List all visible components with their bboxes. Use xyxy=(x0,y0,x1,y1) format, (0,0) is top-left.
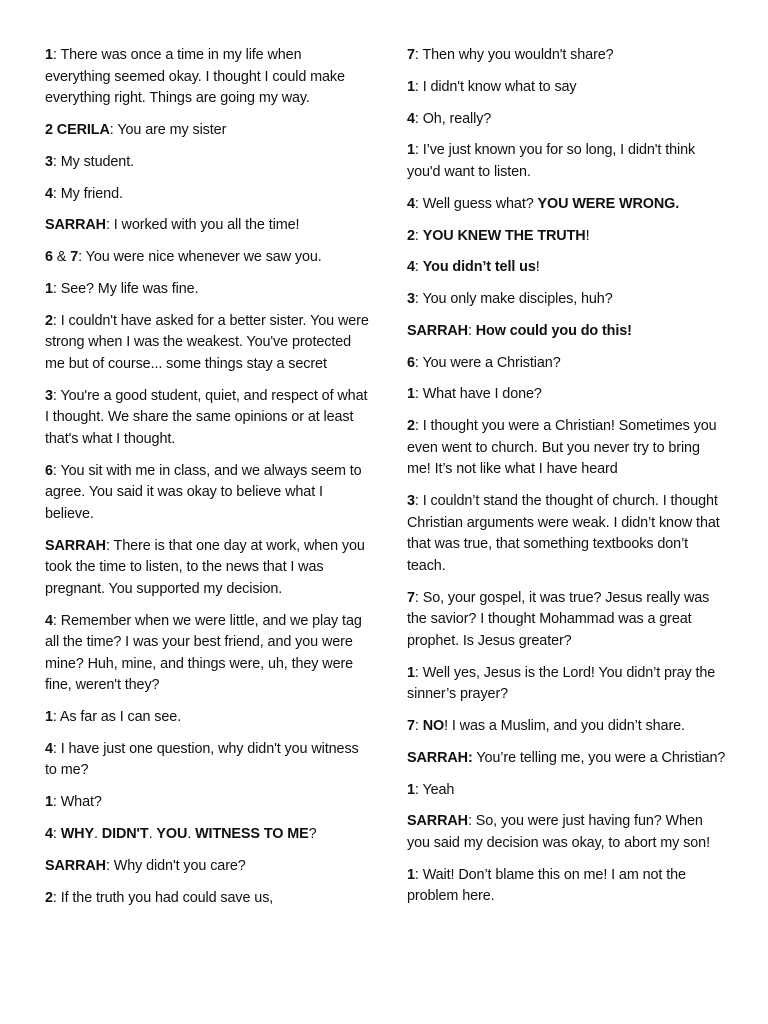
bold-text: YOU WERE WRONG. xyxy=(537,195,680,212)
bold-text: 3 xyxy=(407,493,415,510)
bold-text: 1 xyxy=(45,47,53,63)
text: : See? My life was fine. xyxy=(52,280,199,297)
text: . xyxy=(187,826,196,843)
dialogue-line xyxy=(407,811,727,854)
text: . xyxy=(148,826,157,843)
bold-text: SARRAH xyxy=(45,217,106,234)
dialogue-line xyxy=(45,279,370,301)
dialogue-line xyxy=(407,140,727,183)
dialogue-line xyxy=(407,663,727,706)
dialogue-line xyxy=(45,120,370,142)
bold-text: 1 xyxy=(45,794,53,811)
dialogue-line xyxy=(45,152,370,174)
bold-text: NO xyxy=(422,718,445,735)
bold-text: 2 xyxy=(407,418,415,435)
dialogue-line xyxy=(45,45,370,110)
bold-text: 1 xyxy=(407,142,415,159)
dialogue-line xyxy=(45,707,370,729)
bold-text: YOU KNEW THE TRUTH xyxy=(422,227,586,244)
bold-text: DIDN'T xyxy=(101,826,149,843)
dialogue-line xyxy=(45,888,370,910)
bold-text: 4 xyxy=(45,740,53,757)
bold-text: 6 xyxy=(45,462,53,479)
text: : If the truth you had could save us, xyxy=(52,889,274,906)
dialogue-line xyxy=(407,353,727,375)
bold-text: 2 xyxy=(45,312,53,329)
dialogue-line xyxy=(45,792,370,814)
text: : I couldn’t stand the thought of church. I thought Christian arguments were weak. I didn’t know that that was true, that something textbooks don’t teach. xyxy=(407,493,720,574)
text: : What have I done? xyxy=(414,386,542,403)
text: : I worked with you all the time! xyxy=(105,217,300,234)
dialogue-line xyxy=(407,491,727,577)
text: : My friend. xyxy=(52,185,123,202)
bold-text: 2 CERILA xyxy=(45,121,110,138)
dialogue-line xyxy=(407,321,727,343)
text: : xyxy=(414,718,423,735)
text: : I couldn't have asked for a better sister. You were strong when I was the weakest. You've protected me but of course... some things stay a secret xyxy=(45,312,369,372)
bold-text: WITNESS TO ME xyxy=(195,826,309,843)
text: : My student. xyxy=(52,153,134,170)
bold-text: YOU xyxy=(156,826,188,843)
bold-text: 4 xyxy=(407,195,415,212)
bold-text: 2 xyxy=(407,227,415,244)
bold-text: SARRAH xyxy=(407,322,468,339)
text: : Remember when we were little, and we play tag all the time? I was your best friend, and you were mine? Huh, mine, and things were, uh, they were fine, weren't they? xyxy=(45,612,362,694)
bold-text: 4 xyxy=(45,612,53,629)
bold-text: WHY xyxy=(60,826,94,843)
bold-text: 1 xyxy=(407,866,415,883)
text: : As far as I can see. xyxy=(52,709,182,726)
dialogue-line xyxy=(407,748,727,770)
text: You’re telling me, you were a Christian? xyxy=(472,749,726,766)
bold-text: SARRAH xyxy=(45,537,106,554)
bold-text: 1 xyxy=(45,280,53,297)
text: ! xyxy=(585,227,590,244)
bold-text: 4 xyxy=(45,826,53,843)
dialogue-line xyxy=(407,588,727,653)
bold-text: 1 xyxy=(407,78,415,95)
bold-text: SARRAH: xyxy=(407,749,473,766)
dialogue-line xyxy=(407,289,727,311)
text: : Wait! Don’t blame this on me! I am not the problem here. xyxy=(407,866,686,905)
dialogue-line xyxy=(407,194,727,216)
bold-text: 4 xyxy=(407,110,415,127)
bold-text: How could you do this! xyxy=(475,322,632,339)
text: : Oh, really? xyxy=(414,110,492,127)
text: : You're a good student, quiet, and respect of what I thought. We share the same opinions or at least that's what I thought. xyxy=(45,387,368,447)
text: : You are my sister xyxy=(109,121,227,138)
text: : You sit with me in class, and we always seem to agree. You said it was okay to believe what I believe. xyxy=(45,462,362,522)
bold-text: SARRAH xyxy=(45,857,106,874)
text: : Then why you wouldn't share? xyxy=(414,47,614,63)
text: ! I was a Muslim, and you didn’t share. xyxy=(444,718,685,735)
text: : So, your gospel, it was true? Jesus really was the savior? I thought Mohammad was a great prophet. Is Jesus greater? xyxy=(407,589,710,649)
text: : There was once a time in my life when everything seemed okay. I thought I could make everything right. Things are going my way. xyxy=(45,47,345,107)
dialogue-line xyxy=(407,865,727,908)
dialogue-line xyxy=(407,780,727,802)
text: : Why didn't you care? xyxy=(105,857,246,874)
bold-text: 7 xyxy=(70,249,79,266)
dialogue-line xyxy=(407,716,727,738)
text: : I didn't know what to say xyxy=(414,78,577,95)
dialogue-line xyxy=(407,226,727,248)
bold-text: 7 xyxy=(407,589,415,606)
dialogue-line xyxy=(45,536,370,601)
bold-text: 6 xyxy=(407,354,415,371)
dialogue-line xyxy=(45,215,370,237)
dialogue-line xyxy=(407,416,727,481)
dialogue-line xyxy=(45,311,370,376)
bold-text: 2 xyxy=(45,889,53,906)
text: : I’ve just known you for so long, I didn't think you'd want to listen. xyxy=(407,142,696,180)
bold-text: 6 xyxy=(45,249,53,266)
text: : I thought you were a Christian! Sometimes you even went to church. But you never try to bring me! It’s not like what I have heard xyxy=(407,418,717,478)
bold-text: 4 xyxy=(45,185,53,202)
text: : You were a Christian? xyxy=(414,354,561,371)
bold-text: 3 xyxy=(407,291,415,308)
bold-text: 3 xyxy=(45,387,53,404)
dialogue-line xyxy=(407,257,727,279)
bold-text: 1 xyxy=(407,781,415,798)
bold-text: 7 xyxy=(407,718,415,735)
dialogue-line xyxy=(407,45,727,67)
bold-text: 4 xyxy=(407,259,415,276)
dialogue-line xyxy=(45,461,370,526)
text: : There is that one day at work, when you took the time to listen, to the news that I was pregnant. You supported my decision. xyxy=(45,537,365,597)
text: : Well yes, Jesus is the Lord! You didn’t pray the sinner’s prayer? xyxy=(407,664,716,703)
text: : xyxy=(414,259,423,276)
dialogue-line xyxy=(407,109,727,131)
text: : So, you were just having fun? When you said my decision was okay, to abort my son! xyxy=(407,813,710,851)
dialogue-line xyxy=(407,77,727,99)
text: : xyxy=(467,322,476,339)
bold-text: You didn’t tell us xyxy=(422,259,536,276)
text: : You only make disciples, huh? xyxy=(414,291,613,308)
text: : What? xyxy=(52,794,102,811)
bold-text: 1 xyxy=(45,709,53,726)
bold-text: 1 xyxy=(407,664,415,681)
text: : xyxy=(414,227,423,244)
dialogue-line xyxy=(45,247,370,269)
text: : Well guess what? xyxy=(414,195,538,212)
dialogue-line xyxy=(45,739,370,782)
text: ! xyxy=(535,259,540,276)
left-column xyxy=(45,45,370,919)
bold-text: 1 xyxy=(407,386,415,403)
text: : xyxy=(52,826,61,843)
right-column xyxy=(407,45,727,918)
text: . xyxy=(93,826,102,843)
dialogue-line xyxy=(45,824,370,846)
bold-text: 7 xyxy=(407,47,415,63)
dialogue-line xyxy=(45,386,370,451)
dialogue-line xyxy=(407,384,727,406)
text: ? xyxy=(308,826,317,843)
dialogue-line xyxy=(45,611,370,697)
text: & xyxy=(52,249,71,266)
text: : Yeah xyxy=(414,781,455,798)
bold-text: 3 xyxy=(45,153,53,170)
dialogue-line xyxy=(45,184,370,206)
dialogue-line xyxy=(45,856,370,878)
text: : You were nice whenever we saw you. xyxy=(78,249,322,266)
bold-text: SARRAH xyxy=(407,813,468,830)
text: : I have just one question, why didn't you witness to me? xyxy=(45,740,359,779)
